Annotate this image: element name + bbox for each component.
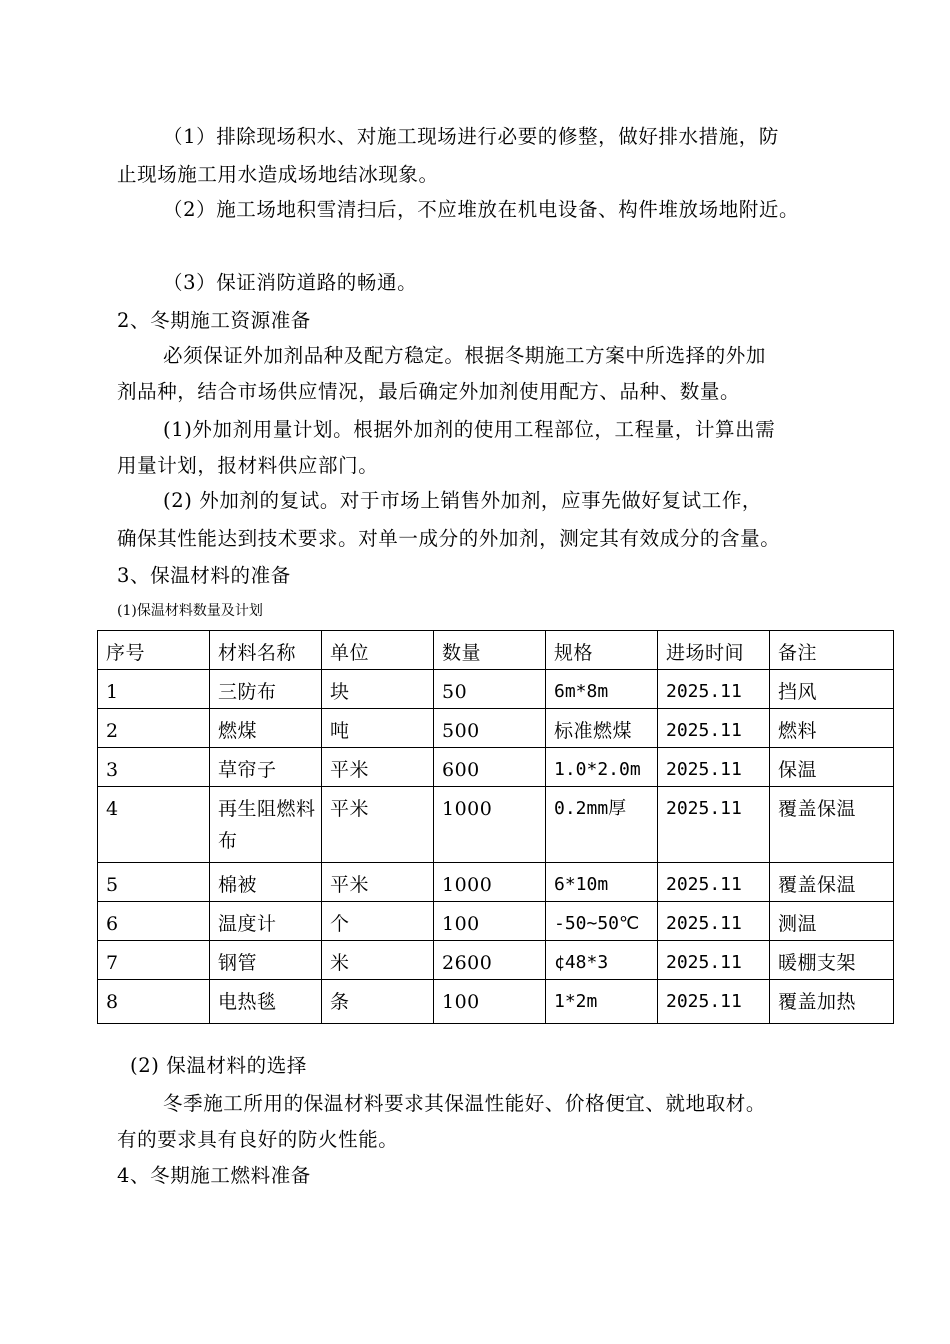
table-cell: 1 bbox=[98, 670, 210, 709]
heading-section-3: 3、保温材料的准备 bbox=[117, 564, 291, 587]
paragraph-5-line-2: 用量计划，报材料供应部门。 bbox=[117, 454, 379, 477]
header-cell: 规格 bbox=[546, 631, 658, 670]
table-cell: 米 bbox=[322, 941, 434, 980]
table-cell: 三防布 bbox=[210, 670, 322, 709]
table-cell: 2025.11 bbox=[658, 670, 770, 709]
table-cell: 100 bbox=[434, 980, 546, 1024]
table-cell: 电热毯 bbox=[210, 980, 322, 1024]
materials-table bbox=[97, 630, 894, 1024]
table-cell: 燃煤 bbox=[210, 709, 322, 748]
table-cell: 标准燃煤 bbox=[546, 709, 658, 748]
table-cell: 吨 bbox=[322, 709, 434, 748]
header-cell: 材料名称 bbox=[210, 631, 322, 670]
table-cell: 平米 bbox=[322, 863, 434, 902]
paragraph-6-line-2: 确保其性能达到技术要求。对单一成分的外加剂，测定其有效成分的含量。 bbox=[117, 527, 781, 550]
table-header-row bbox=[98, 631, 894, 670]
table-row bbox=[98, 670, 894, 709]
table-cell: 温度计 bbox=[210, 902, 322, 941]
paragraph-8-line-1: 冬季施工所用的保温材料要求其保温性能好、价格便宜、就地取材。 bbox=[163, 1092, 767, 1115]
table-cell: 2025.11 bbox=[658, 902, 770, 941]
table-cell: 再生阻燃料布 bbox=[210, 787, 322, 863]
table-cell: 挡风 bbox=[770, 670, 894, 709]
table-cell: 覆盖保温 bbox=[770, 787, 894, 863]
table-cell: 2025.11 bbox=[658, 787, 770, 863]
table-cell: 6*10m bbox=[546, 863, 658, 902]
table-cell: 平米 bbox=[322, 787, 434, 863]
table-cell: 8 bbox=[98, 980, 210, 1024]
table-cell: 覆盖加热 bbox=[770, 980, 894, 1024]
table-cell: 保温 bbox=[770, 748, 894, 787]
paragraph-4-line-1: 必须保证外加剂品种及配方稳定。根据冬期施工方案中所选择的外加 bbox=[163, 344, 767, 367]
table-cell: 1*2m bbox=[546, 980, 658, 1024]
table-caption: (1)保温材料数量及计划 bbox=[117, 603, 263, 619]
table-cell: 7 bbox=[98, 941, 210, 980]
table-cell: 2025.11 bbox=[658, 980, 770, 1024]
table-cell: 条 bbox=[322, 980, 434, 1024]
table-cell: 2025.11 bbox=[658, 709, 770, 748]
table-cell: 2025.11 bbox=[658, 748, 770, 787]
paragraph-1-line-1: （1）排除现场积水、对施工现场进行必要的修整，做好排水措施，防 bbox=[163, 125, 780, 148]
table-cell: 块 bbox=[322, 670, 434, 709]
table-cell: 1000 bbox=[434, 787, 546, 863]
table-row bbox=[98, 787, 894, 863]
table-cell: -50~50℃ bbox=[546, 902, 658, 941]
header-cell: 数量 bbox=[434, 631, 546, 670]
table-row bbox=[98, 980, 894, 1024]
paragraph-3: （3）保证消防道路的畅通。 bbox=[163, 271, 418, 294]
header-cell: 进场时间 bbox=[658, 631, 770, 670]
paragraph-5-line-1: (1)外加剂用量计划。根据外加剂的使用工程部位，工程量，计算出需 bbox=[163, 418, 776, 441]
header-cell: 序号 bbox=[98, 631, 210, 670]
paragraph-7: (2) 保温材料的选择 bbox=[130, 1054, 307, 1077]
paragraph-6-line-1: (2) 外加剂的复试。对于市场上销售外加剂，应事先做好复试工作， bbox=[163, 489, 763, 512]
table-cell: 3 bbox=[98, 748, 210, 787]
table-cell: 6m*8m bbox=[546, 670, 658, 709]
table-cell: 平米 bbox=[322, 748, 434, 787]
table-cell: 6 bbox=[98, 902, 210, 941]
table-cell: 1000 bbox=[434, 863, 546, 902]
header-cell: 单位 bbox=[322, 631, 434, 670]
table-cell: 600 bbox=[434, 748, 546, 787]
table-cell: 2025.11 bbox=[658, 863, 770, 902]
table-cell: 2 bbox=[98, 709, 210, 748]
table-cell: 4 bbox=[98, 787, 210, 863]
table-cell: 钢管 bbox=[210, 941, 322, 980]
header-cell: 备注 bbox=[770, 631, 894, 670]
table-cell: ¢48*3 bbox=[546, 941, 658, 980]
paragraph-1-line-2: 止现场施工用水造成场地结冰现象。 bbox=[117, 163, 439, 186]
table-cell: 50 bbox=[434, 670, 546, 709]
paragraph-2: （2）施工场地积雪清扫后，不应堆放在机电设备、构件堆放场地附近。 bbox=[163, 198, 800, 221]
table-cell: 草帘子 bbox=[210, 748, 322, 787]
paragraph-8-line-2: 有的要求具有良好的防火性能。 bbox=[117, 1128, 399, 1151]
table-cell: 2025.11 bbox=[658, 941, 770, 980]
table-cell: 2600 bbox=[434, 941, 546, 980]
table-row bbox=[98, 709, 894, 748]
table-cell: 燃料 bbox=[770, 709, 894, 748]
table-row bbox=[98, 902, 894, 941]
table-cell: 棉被 bbox=[210, 863, 322, 902]
table-cell: 个 bbox=[322, 902, 434, 941]
table-cell: 0.2mm厚 bbox=[546, 787, 658, 863]
paragraph-4-line-2: 剂品种，结合市场供应情况，最后确定外加剂使用配方、品种、数量。 bbox=[117, 380, 741, 403]
table-cell: 1.0*2.0m bbox=[546, 748, 658, 787]
heading-section-4: 4、冬期施工燃料准备 bbox=[117, 1164, 311, 1187]
table-row bbox=[98, 863, 894, 902]
table-cell: 测温 bbox=[770, 902, 894, 941]
table-cell: 100 bbox=[434, 902, 546, 941]
table-cell: 5 bbox=[98, 863, 210, 902]
table-cell: 覆盖保温 bbox=[770, 863, 894, 902]
table-row bbox=[98, 941, 894, 980]
heading-section-2: 2、冬期施工资源准备 bbox=[117, 309, 311, 332]
table-row bbox=[98, 748, 894, 787]
table-cell: 暖棚支架 bbox=[770, 941, 894, 980]
table-cell: 500 bbox=[434, 709, 546, 748]
